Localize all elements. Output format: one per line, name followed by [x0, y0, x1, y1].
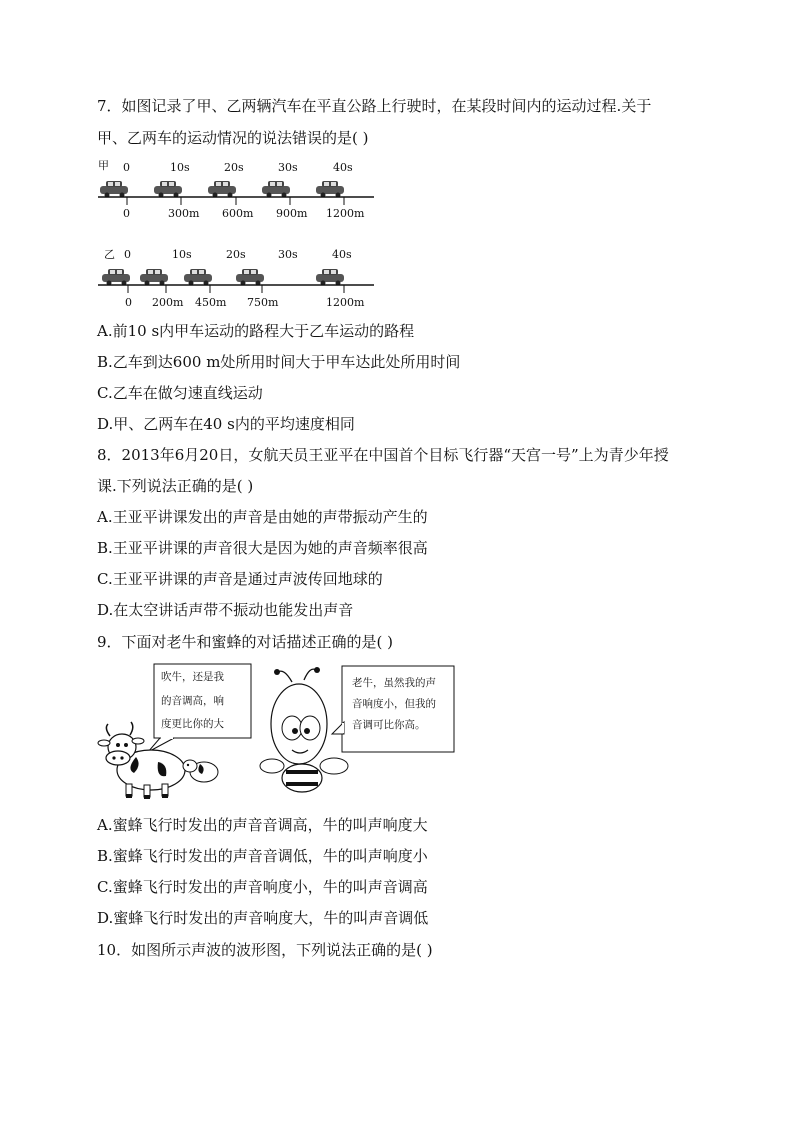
jia-car-0 [100, 181, 128, 198]
q10-stem-line1: 10．如图所示声波的波形图，下列说法正确的是( ) [97, 941, 433, 959]
cow-bubble-line1: 吹牛，还是我 [161, 671, 224, 683]
jia-time-40: 40s [333, 161, 353, 174]
yi-time-30: 30s [278, 248, 298, 261]
q8-option-a[interactable]: A.王亚平讲课发出的声音是由她的声带振动产生的 [97, 508, 428, 526]
yi-car-40 [316, 269, 344, 286]
yi-dist-750: 750m [247, 296, 279, 309]
q9-option-d[interactable]: D.蜜蜂飞行时发出的声音响度大，牛的叫声音调低 [97, 909, 429, 927]
q9-option-c[interactable]: C.蜜蜂飞行时发出的声音响度小，牛的叫声音调高 [97, 878, 428, 896]
q7-motion-figure [96, 155, 386, 310]
jia-time-20: 20s [224, 161, 244, 174]
bee-bubble-line1: 老牛，虽然我的声 [352, 677, 436, 689]
jia-label: 甲 [98, 159, 109, 172]
q7-option-c[interactable]: C.乙车在做匀速直线运动 [97, 384, 263, 402]
jia-dist-300: 300m [168, 207, 200, 220]
q9-option-a[interactable]: A.蜜蜂飞行时发出的声音音调高，牛的叫声响度大 [97, 816, 428, 834]
cow-bubble-line3: 度更比你的大 [161, 718, 224, 730]
jia-dist-0: 0 [123, 207, 130, 220]
yi-car-20 [184, 269, 212, 286]
yi-time-20: 20s [226, 248, 246, 261]
q7-option-d[interactable]: D.甲、乙两车在40 s内的平均速度相同 [97, 415, 355, 433]
q8-option-b[interactable]: B.王亚平讲课的声音很大是因为她的声音频率很高 [97, 539, 428, 557]
jia-car-40 [316, 181, 344, 198]
q7-stem-line1: 7．如图记录了甲、乙两辆汽车在平直公路上行驶时，在某段时间内的运动过程.关于 [97, 97, 652, 115]
yi-car-0 [102, 269, 130, 286]
yi-time-0: 0 [124, 248, 131, 261]
q8-stem-line1: 8．2013年6月20日，女航天员王亚平在中国首个目标飞行器“天宫一号”上为青少年授 [97, 446, 669, 464]
jia-time-10: 10s [170, 161, 190, 174]
jia-time-30: 30s [278, 161, 298, 174]
yi-time-10: 10s [172, 248, 192, 261]
q8-stem-line2: 课.下列说法正确的是( ) [97, 477, 254, 495]
bee-bubble-line2: 音响度小，但我的 [352, 698, 436, 710]
bee-bubble-line3: 音调可比你高。 [352, 719, 426, 731]
bee-illustration [260, 667, 348, 792]
yi-car-30 [236, 269, 264, 286]
jia-dist-1200: 1200m [326, 207, 365, 220]
q7-option-b[interactable]: B.乙车到达600 m处所用时间大于甲车达此处所用时间 [97, 353, 461, 371]
jia-car-20 [208, 181, 236, 198]
q7-option-a[interactable]: A.前10 s内甲车运动的路程大于乙车运动的路程 [97, 322, 415, 340]
yi-car-10 [140, 269, 168, 286]
yi-label: 乙 [104, 248, 115, 261]
q9-option-b[interactable]: B.蜜蜂飞行时发出的声音音调低，牛的叫声响度小 [97, 847, 428, 865]
jia-dist-900: 900m [276, 207, 308, 220]
q8-option-d[interactable]: D.在太空讲话声带不振动也能发出声音 [97, 601, 354, 619]
jia-time-0: 0 [123, 161, 130, 174]
jia-dist-600: 600m [222, 207, 254, 220]
yi-dist-1200: 1200m [326, 296, 365, 309]
q7-stem-line2: 甲、乙两车的运动情况的说法错误的是( ) [97, 129, 369, 147]
jia-car-10 [154, 181, 182, 198]
yi-dist-0: 0 [125, 296, 132, 309]
yi-dist-450: 450m [195, 296, 227, 309]
yi-time-40: 40s [332, 248, 352, 261]
q9-stem-line1: 9．下面对老牛和蜜蜂的对话描述正确的是( ) [97, 633, 394, 651]
cow-bubble-line2: 的音调高，响 [161, 695, 224, 707]
q8-option-c[interactable]: C.王亚平讲课的声音是通过声波传回地球的 [97, 570, 383, 588]
jia-car-30 [262, 181, 290, 198]
yi-dist-200: 200m [152, 296, 184, 309]
